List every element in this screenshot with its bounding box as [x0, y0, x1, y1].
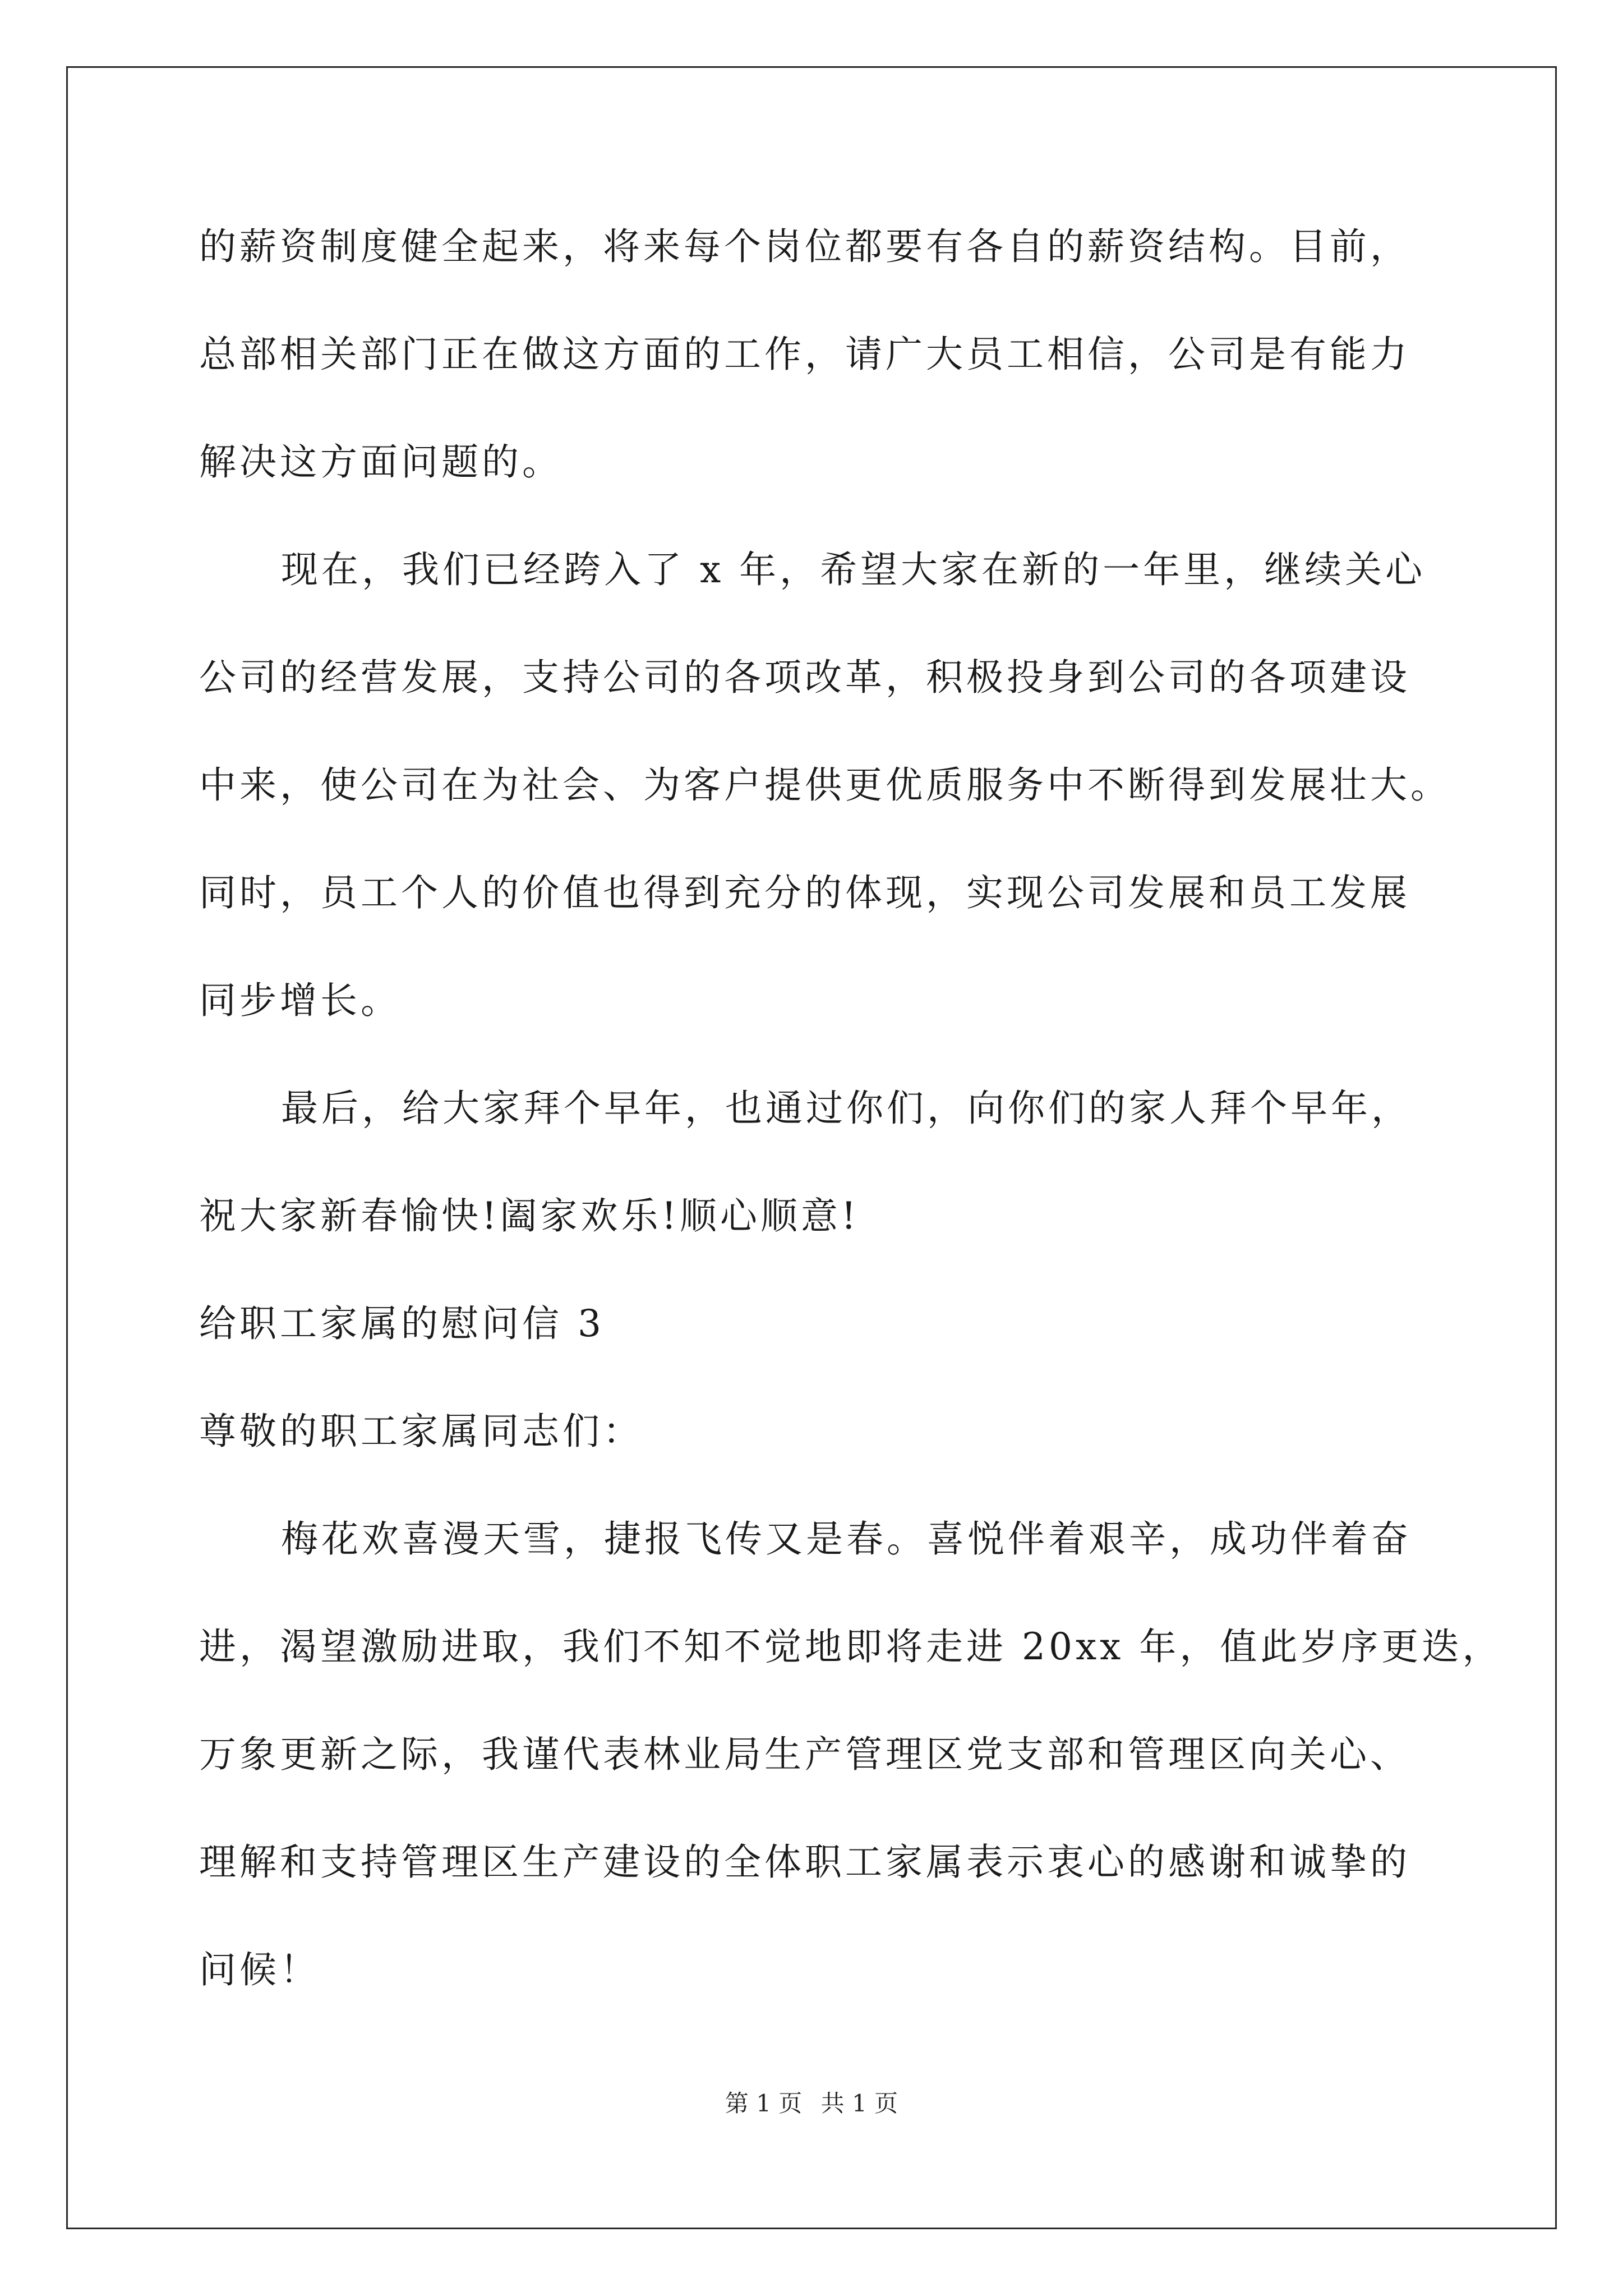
text-line: 理解和支持管理区生产建设的全体职工家属表示衷心的感谢和诚挚的	[199, 1841, 1410, 1884]
text-line: 的薪资制度健全起来，将来每个岗位都要有各自的薪资结构。目前，	[199, 225, 1410, 268]
text-line: 中来，使公司在为社会、为客户提供更优质服务中不断得到发展壮大。	[199, 763, 1451, 807]
text-line: 进，渴望激励进取，我们不知不觉地即将走进 20xx 年，值此岁序更迭，	[199, 1625, 1503, 1668]
text-line: 总部相关部门正在做这方面的工作，请广大员工相信，公司是有能力	[199, 333, 1410, 376]
text-line: 万象更新之际，我谨代表林业局生产管理区党支部和管理区向关心、	[199, 1733, 1410, 1776]
text-line: 祝大家新春愉快!阖家欢乐!顺心顺意!	[199, 1194, 860, 1237]
text-line: 问候！	[199, 1948, 320, 1991]
section-title: 给职工家属的慰问信 3	[199, 1302, 605, 1345]
page-total: 共 1 页	[820, 2090, 898, 2117]
paragraph-start-line: 最后，给大家拜个早年，也通过你们，向你们的家人拜个早年，	[281, 1087, 1412, 1130]
page-footer	[0, 2090, 1623, 2118]
salutation: 尊敬的职工家属同志们：	[199, 1410, 643, 1453]
text-line: 同步增长。	[199, 979, 401, 1022]
text-line: 公司的经营发展，支持公司的各项改革，积极投身到公司的各项建设	[199, 656, 1410, 699]
paragraph-start-line: 现在，我们已经跨入了 x 年，希望大家在新的一年里，继续关心	[281, 548, 1426, 591]
paragraph-start-line: 梅花欢喜漫天雪，捷报飞传又是春。喜悦伴着艰辛，成功伴着奋	[281, 1517, 1412, 1561]
page-number: 第 1 页	[725, 2090, 803, 2117]
page-border	[66, 66, 1557, 2229]
text-line: 同时，员工个人的价值也得到充分的体现，实现公司发展和员工发展	[199, 871, 1410, 914]
text-line: 解决这方面问题的。	[199, 440, 562, 484]
